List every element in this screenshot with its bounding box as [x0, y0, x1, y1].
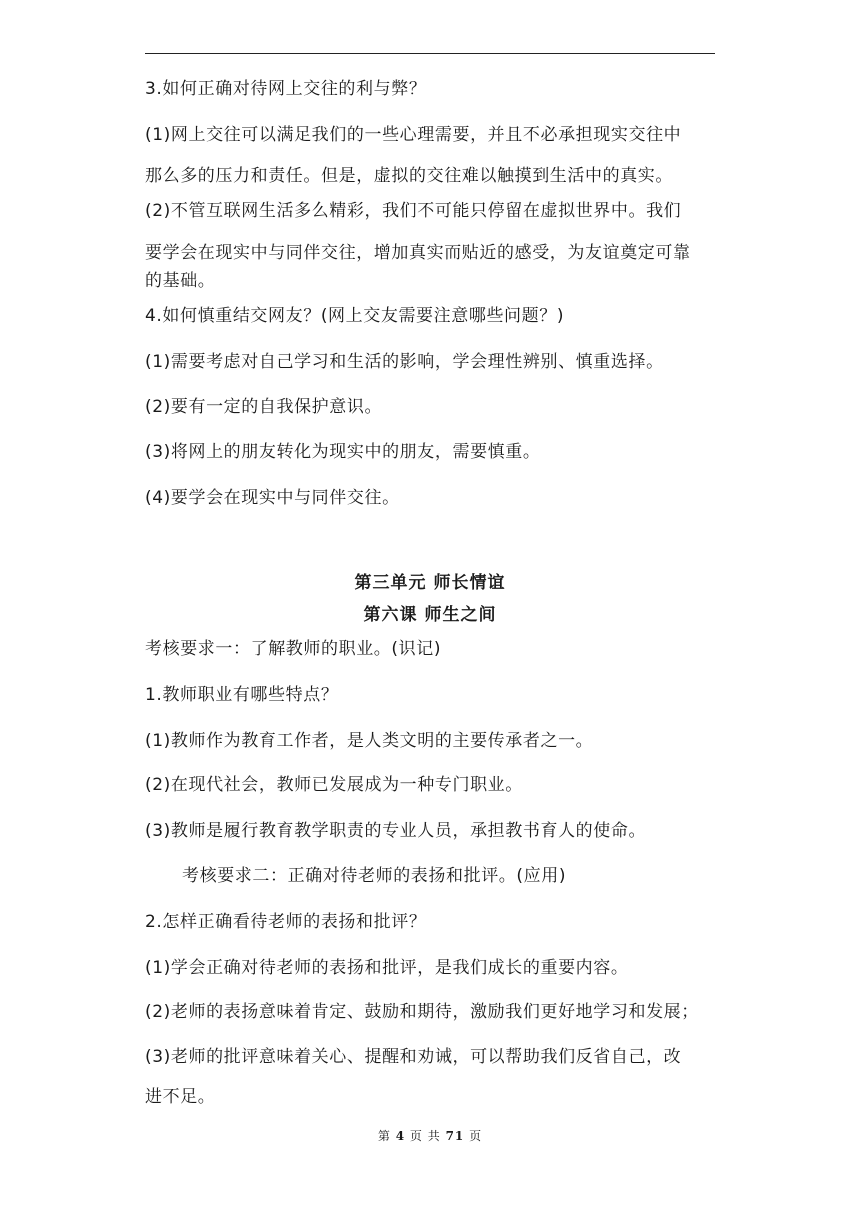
question-1-heading: 1.教师职业有哪些特点？	[145, 685, 339, 705]
footer-page-number: 4	[395, 1129, 406, 1143]
footer-suffix: 页	[469, 1129, 483, 1143]
assessment-requirement-1: 考核要求一：了解教师的职业。(识记)	[145, 639, 442, 659]
paragraph-line: 那么多的压力和责任。但是，虚拟的交往难以触摸到生活中的真实。	[145, 166, 673, 186]
footer-total-pages: 71	[445, 1129, 465, 1143]
paragraph-line: (3)教师是履行教育教学职责的专业人员，承担教书育人的使命。	[145, 821, 647, 841]
paragraph-line: (2)不管互联网生活多么精彩，我们不可能只停留在虚拟世界中。我们	[145, 201, 682, 221]
paragraph-line: (1)网上交往可以满足我们的一些心理需要，并且不必承担现实交往中	[145, 125, 682, 145]
lesson-title: 第六课 师生之间	[363, 605, 497, 625]
header-rule	[145, 53, 715, 54]
paragraph-line: 进不足。	[145, 1087, 216, 1107]
paragraph-line: (3)老师的批评意味着关心、提醒和劝诫，可以帮助我们反省自己，改	[145, 1047, 682, 1067]
question-4-heading: 4.如何慎重结交网友？(网上交友需要注意哪些问题？)	[145, 306, 565, 326]
paragraph-line: (3)将网上的朋友转化为现实中的朋友，需要慎重。	[145, 442, 541, 462]
paragraph-line: (1)教师作为教育工作者，是人类文明的主要传承者之一。	[145, 731, 594, 751]
assessment-requirement-2: 考核要求二：正确对待老师的表扬和批评。(应用)	[182, 866, 567, 886]
question-3-heading: 3.如何正确对待网上交往的利与弊？	[145, 79, 427, 99]
paragraph-line: (1)学会正确对待老师的表扬和批评，是我们成长的重要内容。	[145, 958, 629, 978]
paragraph-line: (2)老师的表扬意味着肯定、鼓励和期待，激励我们更好地学习和发展；	[145, 1002, 699, 1022]
page-footer	[0, 1128, 860, 1144]
paragraph-line: (2)要有一定的自我保护意识。	[145, 397, 383, 417]
question-2-heading: 2.怎样正确看待老师的表扬和批评？	[145, 912, 427, 932]
paragraph-line: (4)要学会在现实中与同伴交往。	[145, 488, 400, 508]
footer-prefix: 第	[377, 1129, 391, 1143]
paragraph-line: 的基础。	[145, 271, 216, 291]
paragraph-line: 要学会在现实中与同伴交往，增加真实而贴近的感受，为友谊奠定可靠	[145, 243, 691, 263]
footer-middle: 页 共	[409, 1129, 441, 1143]
paragraph-line: (1)需要考虑对自己学习和生活的影响，学会理性辨别、慎重选择。	[145, 352, 664, 372]
paragraph-line: (2)在现代社会，教师已发展成为一种专门职业。	[145, 775, 523, 795]
unit-title: 第三单元 师长情谊	[354, 573, 506, 593]
